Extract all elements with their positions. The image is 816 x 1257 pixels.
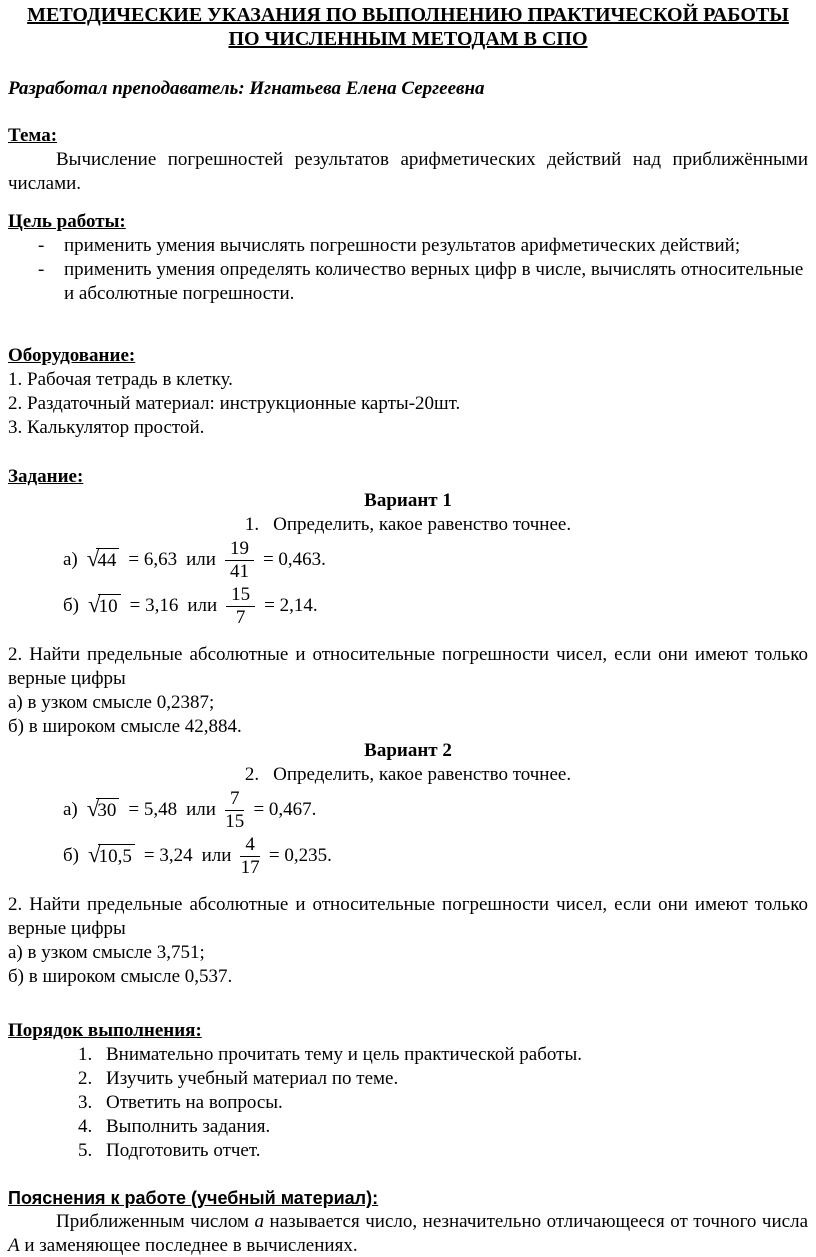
formula-or: или: [186, 549, 216, 570]
formula-label: б): [63, 595, 79, 616]
order-item: [78, 1091, 808, 1115]
explanation-part1: Приближенным числом: [56, 1211, 255, 1232]
equipment-item: 3. Калькулятор простой.: [8, 417, 205, 438]
dash-marker: -: [38, 259, 45, 280]
formula-v1-b: [63, 583, 808, 629]
explanation-heading: Пояснения к работе (учебный материал):: [8, 1188, 379, 1208]
explanation-part3: и заменяющее последнее в вычислениях.: [19, 1235, 358, 1256]
goal-item: [38, 258, 808, 306]
radical-icon: √: [86, 796, 100, 821]
order-number: 1.: [78, 1044, 93, 1065]
formula-eq1: = 3,24: [143, 845, 193, 866]
fraction: $\frac{15}{7}$: [226, 584, 255, 629]
formula-label: а): [63, 549, 78, 570]
formula-or: или: [186, 799, 216, 820]
order-item: [78, 1067, 808, 1091]
formula-eq1: = 3,16: [129, 595, 179, 616]
goal-item-text: применить умения определять количество верных цифр в числе, вычислять относительные и абсолютные погрешности.: [64, 259, 804, 304]
order-item: [78, 1043, 808, 1067]
dash-marker: -: [38, 235, 45, 256]
equipment-heading: Оборудование:: [8, 345, 136, 366]
goal-item-text: применить умения вычислять погрешности результатов арифметических действий;: [64, 235, 741, 256]
formula-or: или: [187, 595, 218, 616]
variant1-question: [8, 513, 808, 537]
document-title: [8, 3, 808, 51]
formula-label: б): [63, 845, 79, 866]
order-text: Выполнить задания.: [106, 1116, 271, 1137]
order-text: Изучить учебный материал по теме.: [106, 1068, 399, 1089]
order-number: 3.: [78, 1092, 93, 1113]
question-number: 2.: [244, 764, 260, 785]
formula-eq1: = 6,63: [128, 549, 178, 570]
order-number: 2.: [78, 1068, 93, 1089]
variant1-title: Вариант 1: [364, 490, 452, 511]
v1-task2-text: 2. Найти предельные абсолютные и относительные погрешности чисел, если они имеют только верные цифры: [8, 644, 808, 689]
author-line: Разработал преподаватель: Игнатьева Елена Сергеевна: [8, 78, 485, 99]
theme-heading: Тема:: [8, 125, 58, 146]
question-text: Определить, какое равенство точнее.: [273, 764, 572, 785]
order-number: 5.: [78, 1140, 93, 1161]
radical-icon: √: [88, 842, 101, 867]
formula-eq2: = 0,463.: [262, 549, 326, 570]
v1-task2-b: б) в широком смысле 42,884.: [8, 716, 242, 737]
explanation-text: [8, 1210, 808, 1257]
question-text: Определить, какое равенство точнее.: [273, 514, 572, 535]
radical-icon: √: [88, 592, 101, 617]
v2-task2-text: 2. Найти предельные абсолютные и относительные погрешности чисел, если они имеют только верные цифры: [8, 894, 808, 939]
exact-number-symbol: А: [8, 1235, 20, 1256]
formula-eq2: = 2,14.: [264, 595, 318, 616]
explanation-section: [8, 1186, 808, 1257]
order-text: Ответить на вопросы.: [106, 1092, 283, 1113]
formula-label: а): [63, 799, 78, 820]
equipment-section: [8, 344, 808, 440]
order-section: [8, 1019, 808, 1163]
equipment-item: 2. Раздаточный материал: инструкционные карты-20шт.: [8, 393, 461, 414]
variant2-title: Вариант 2: [364, 740, 452, 761]
fraction: $\frac{19}{41}$: [225, 538, 254, 583]
goal-item: [38, 234, 808, 258]
formula-v1-a: [63, 537, 808, 583]
formula-eq2: = 0,235.: [268, 845, 332, 866]
sqrt-expression: √10: [88, 593, 121, 619]
formula-eq2: = 0,467.: [253, 799, 317, 820]
explanation-part2: называется число, незначительно отличающееся от точного числа: [264, 1211, 809, 1232]
fraction: $\frac{7}{15}$: [225, 787, 245, 832]
order-text: Внимательно прочитать тему и цель практической работы.: [106, 1044, 582, 1065]
radical-icon: √: [86, 546, 100, 571]
v2-task2-a: а) в узком смысле 3,751;: [8, 942, 205, 963]
document-title-line2: ПО ЧИСЛЕННЫМ МЕТОДАМ В СПО: [228, 28, 588, 50]
equipment-item: 1. Рабочая тетрадь в клетку.: [8, 369, 233, 390]
sqrt-expression: √30: [87, 797, 120, 823]
approx-number-symbol: а: [254, 1211, 265, 1232]
sqrt-expression: √44: [87, 547, 120, 573]
order-item: [78, 1115, 808, 1139]
goal-section: [8, 210, 808, 306]
theme-text: Вычисление погрешностей результатов арифметических действий над приближёнными числами.: [8, 149, 808, 194]
order-number: 4.: [78, 1116, 93, 1137]
order-heading: Порядок выполнения:: [8, 1020, 202, 1041]
formula-v2-b: [63, 833, 808, 879]
v2-task2-b: б) в широком смысле 0,537.: [8, 966, 233, 987]
order-item: [78, 1139, 808, 1163]
formula-v2-a: [63, 787, 808, 833]
document-title-line1: МЕТОДИЧЕСКИЕ УКАЗАНИЯ ПО ВЫПОЛНЕНИЮ ПРАКТИЧЕСКОЙ РАБОТЫ: [27, 4, 789, 26]
sqrt-expression: √10,5: [88, 843, 135, 869]
formula-or: или: [201, 845, 232, 866]
goal-heading: Цель работы:: [8, 211, 126, 232]
task-heading: Задание:: [8, 466, 84, 487]
order-text: Подготовить отчет.: [106, 1140, 261, 1161]
variant2-question: [8, 763, 808, 787]
task-section: [8, 465, 808, 989]
formula-eq1: = 5,48: [128, 799, 178, 820]
question-number: 1.: [244, 514, 260, 535]
fraction: $\frac{4}{17}$: [240, 833, 260, 878]
v1-task2-a: а) в узком смысле 0,2387;: [8, 692, 215, 713]
